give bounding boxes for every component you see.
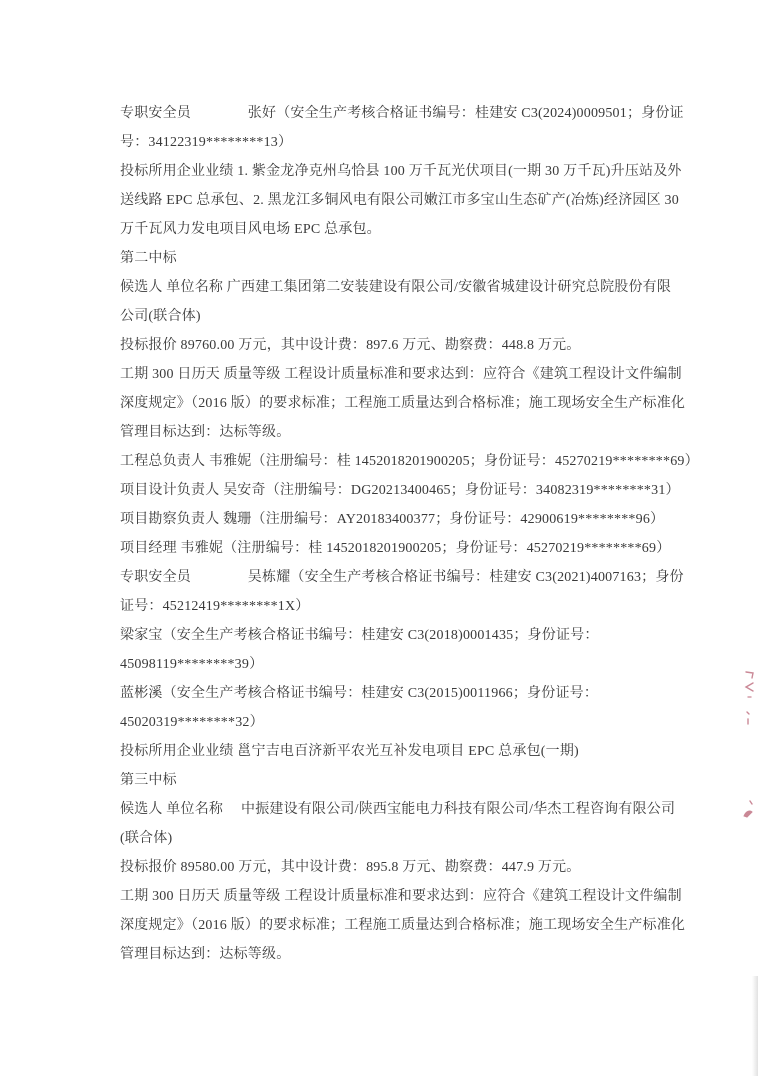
scan-edge-shadow bbox=[752, 976, 758, 1076]
doc-line: 专职安全员 张好（安全生产考核合格证书编号：桂建安 C3(2024)0009501；身份证 bbox=[120, 106, 684, 121]
doc-line: 公司(联合体) bbox=[120, 309, 201, 324]
doc-line: 管理目标达到：达标等级。 bbox=[120, 425, 291, 440]
doc-line: 深度规定》（2016 版）的要求标准；工程施工质量达到合格标准；施工现场安全生产标准化 bbox=[120, 396, 686, 411]
doc-line: 工期 300 日历天 质量等级 工程设计质量标准和要求达到：应符合《建筑工程设计文件编制 bbox=[120, 367, 682, 382]
doc-line: 候选人 单位名称 中振建设有限公司/陕西宝能电力科技有限公司/华杰工程咨询有限公司 bbox=[120, 802, 676, 817]
red-ink-mark bbox=[741, 798, 755, 829]
doc-line: 投标所用企业业绩 邕宁吉电百济新平农光互补发电项目 EPC 总承包(一期) bbox=[120, 744, 579, 759]
doc-line: 号：34122319********13） bbox=[120, 135, 293, 150]
doc-line: 梁家宝（安全生产考核合格证书编号：桂建安 C3(2018)0001435；身份证号： bbox=[120, 628, 599, 643]
document-text-block bbox=[120, 99, 699, 969]
red-ink-mark bbox=[742, 670, 756, 713]
doc-line: 万千瓦风力发电项目风电场 EPC 总承包。 bbox=[120, 222, 381, 237]
doc-line: 45020319********32） bbox=[120, 715, 264, 730]
doc-line: 45098119********39） bbox=[120, 657, 264, 672]
doc-line: 投标报价 89580.00 万元，其中设计费：895.8 万元、勘察费：447.9 万元。 bbox=[120, 860, 581, 875]
doc-line: 项目设计负责人 吴安奇（注册编号：DG20213400465；身份证号：34082319********31） bbox=[120, 483, 680, 498]
doc-line: 管理目标达到：达标等级。 bbox=[120, 947, 291, 962]
doc-line: 专职安全员 吴栋耀（安全生产考核合格证书编号：桂建安 C3(2021)4007163；身份 bbox=[120, 570, 684, 585]
doc-line: 项目勘察负责人 魏珊（注册编号：AY20183400377；身份证号：42900619********96） bbox=[120, 512, 665, 527]
doc-line: 候选人 单位名称 广西建工集团第二安装建设有限公司/安徽省城建设计研究总院股份有限 bbox=[120, 280, 672, 295]
doc-line: 工期 300 日历天 质量等级 工程设计质量标准和要求达到：应符合《建筑工程设计文件编制 bbox=[120, 889, 682, 904]
doc-line: 工程总负责人 韦雅妮（注册编号：桂 1452018201900205；身份证号：45270219********69） bbox=[120, 454, 699, 469]
doc-line: 投标报价 89760.00 万元，其中设计费：897.6 万元、勘察费：448.8 万元。 bbox=[120, 338, 581, 353]
doc-line: 蓝彬溪（安全生产考核合格证书编号：桂建安 C3(2015)0011966；身份证号： bbox=[120, 686, 599, 701]
red-ink-mark bbox=[743, 710, 753, 733]
doc-line: (联合体) bbox=[120, 831, 173, 846]
section-heading-third-winner: 第三中标 bbox=[120, 773, 177, 788]
doc-line: 投标所用企业业绩 1. 紫金龙净克州乌恰县 100 万千瓦光伏项目(一期 30 万千瓦)升压站及外 bbox=[120, 164, 682, 179]
doc-line: 送线路 EPC 总承包、2. 黑龙江多铜风电有限公司嫩江市多宝山生态矿产(冶炼)经济园区 30 bbox=[120, 193, 679, 208]
section-heading-second-winner: 第二中标 bbox=[120, 251, 177, 266]
doc-line: 深度规定》（2016 版）的要求标准；工程施工质量达到合格标准；施工现场安全生产标准化 bbox=[120, 918, 686, 933]
doc-line: 项目经理 韦雅妮（注册编号：桂 1452018201900205；身份证号：45270219********69） bbox=[120, 541, 671, 556]
doc-line: 证号：45212419********1X） bbox=[120, 599, 310, 614]
